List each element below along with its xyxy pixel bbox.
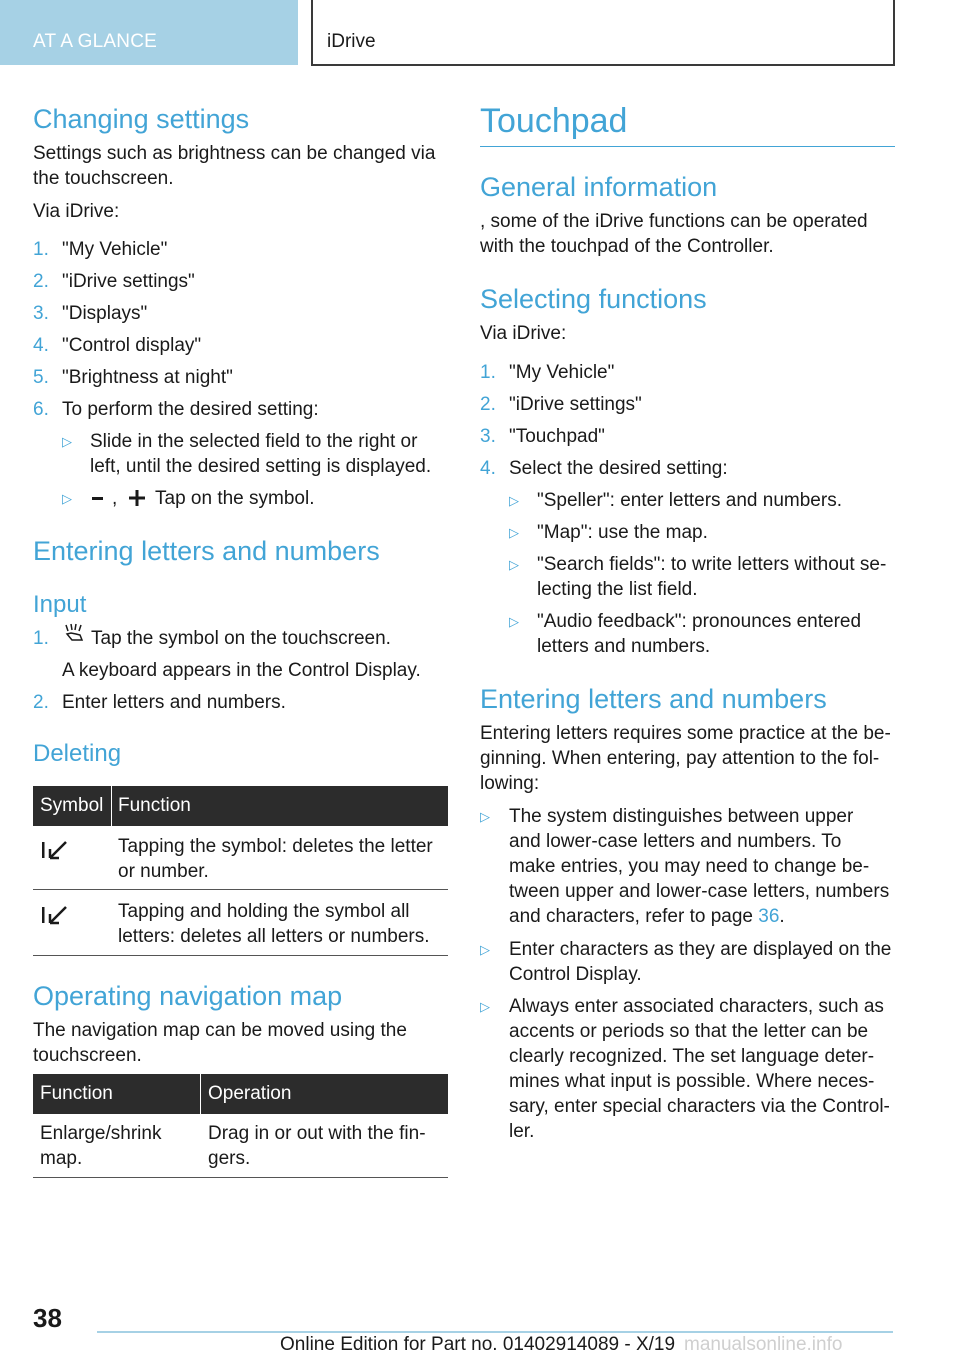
general-information-title: General information (480, 172, 718, 202)
enter-intro-line: Entering letters requires some practice at the be- (480, 723, 891, 744)
operating-nav-map-title: Operating navigation map (33, 981, 343, 1011)
keyboard-hand-icon (62, 622, 88, 644)
bullet-text: and lower-case letters and numbers. To (509, 831, 842, 852)
bullet-triangle-icon: ▷ (509, 525, 519, 540)
bullet-text: make entries, you may need to change be- (509, 856, 870, 877)
step-number: 4. (480, 458, 496, 479)
step-number: 5. (33, 367, 49, 388)
header-chapter-label: iDrive (327, 31, 376, 52)
symbol-table-header (33, 786, 448, 826)
option-text: "Speller": enter letters and numbers. (537, 490, 842, 511)
table-header-symbol: Symbol (40, 795, 104, 816)
bullet-triangle-icon: ▷ (62, 491, 72, 506)
table-cell-operation: Drag in or out with the fin- (208, 1123, 426, 1144)
table-cell-function: map. (40, 1148, 83, 1169)
nav-table-header (33, 1074, 448, 1114)
general-line2: with the touchpad of the Controller. (480, 236, 774, 257)
sub-step-text: Tap on the symbol. (155, 488, 315, 509)
edition-text: Online Edition for Part no. 01402914089 - X/19 (280, 1334, 676, 1355)
bullet-text: The system distinguishes between upper (509, 806, 854, 827)
step-number: 3. (480, 426, 496, 447)
plus-icon (128, 489, 146, 507)
enter-intro-line: ginning. When entering, pay attention to the fol- (480, 748, 880, 769)
table-cell-function: Tapping and holding the symbol all (118, 901, 410, 922)
watermark-text: manualsonline.info (684, 1334, 843, 1355)
page-reference-link[interactable]: 36 (758, 906, 780, 927)
table-header-divider (111, 786, 112, 826)
delete-letter-icon (40, 839, 70, 861)
step-text: "My Vehicle" (509, 362, 615, 383)
table-bottom-rule (33, 1177, 448, 1178)
selecting-functions-title: Selecting functions (480, 284, 707, 314)
bullet-text: mines what input is possible. Where neces- (509, 1071, 875, 1092)
input-title: Input (33, 591, 87, 618)
changing-via-idrive: Via iDrive: (33, 201, 120, 222)
step-number: 2. (33, 692, 49, 713)
step-text: A keyboard appears in the Control Display. (62, 660, 421, 681)
option-text: "Map": use the map. (537, 522, 708, 543)
table-cell-function: Enlarge/shrink (40, 1123, 162, 1144)
step-number: 1. (33, 628, 49, 649)
nav-intro-line2: touchscreen. (33, 1045, 142, 1066)
deleting-title: Deleting (33, 740, 122, 767)
sub-step-text: Slide in the selected field to the right or (90, 431, 418, 452)
step-text: "Brightness at night" (62, 367, 233, 388)
table-cell-function: letters: deletes all letters or numbers. (118, 926, 430, 947)
bullet-triangle-icon: ▷ (509, 557, 519, 572)
option-text: lecting the list field. (537, 579, 698, 600)
table-row-divider (33, 889, 448, 890)
step-text: Enter letters and numbers. (62, 692, 286, 713)
step-text: "My Vehicle" (62, 239, 168, 260)
bullet-text (509, 904, 785, 929)
step-text: Select the desired setting: (509, 458, 728, 479)
table-header-operation: Operation (208, 1083, 292, 1104)
step-number: 2. (480, 394, 496, 415)
bullet-triangle-icon: ▷ (62, 434, 72, 449)
step-text: "Touchpad" (509, 426, 605, 447)
table-cell-operation: gers. (208, 1148, 251, 1169)
step-number: 4. (33, 335, 49, 356)
enter-intro-line: lowing: (480, 773, 540, 794)
step-text: To perform the desired setting: (62, 399, 319, 420)
entering-letters-title: Entering letters and numbers (480, 684, 827, 714)
bullet-text: tween upper and lower-case letters, numbers (509, 881, 890, 902)
touchpad-title: Touchpad (480, 102, 628, 140)
page-number: 38 (33, 1303, 62, 1333)
entering-letters-title: Entering letters and numbers (33, 536, 380, 566)
minus-icon (91, 494, 105, 504)
step-text: "iDrive settings" (509, 394, 642, 415)
step-number: 1. (33, 239, 49, 260)
bullet-text: accents or periods so that the letter can be (509, 1021, 869, 1042)
bullet-triangle-icon: ▷ (509, 614, 519, 629)
bullet-text: Control Display. (509, 964, 642, 985)
bullet-triangle-icon: ▷ (480, 809, 490, 824)
table-header-function: Function (118, 795, 191, 816)
step-number: 6. (33, 399, 49, 420)
table-cell-function: or number. (118, 861, 209, 882)
table-bottom-rule (33, 955, 448, 956)
table-cell-function: Tapping the symbol: deletes the letter (118, 836, 433, 857)
bullet-text: ler. (509, 1121, 535, 1142)
bullet-text: Always enter associated characters, such as (509, 996, 884, 1017)
sub-step-text: left, until the desired setting is displayed. (90, 456, 432, 477)
option-text: "Search fields": to write letters without se- (537, 554, 887, 575)
delete-all-icon (40, 904, 70, 926)
select-via-idrive: Via iDrive: (480, 323, 567, 344)
nav-intro-line1: The navigation map can be moved using the (33, 1020, 407, 1041)
symbol-separator: , (112, 488, 118, 509)
bullet-triangle-icon: ▷ (480, 942, 490, 957)
bullet-text: clearly recognized. The set language deter- (509, 1046, 875, 1067)
table-header-function: Function (40, 1083, 113, 1104)
bullet-triangle-icon: ▷ (480, 999, 490, 1014)
general-line1: , some of the iDrive functions can be operated (480, 211, 868, 232)
header-section-tab (0, 0, 298, 65)
title-rule (480, 146, 895, 147)
step-text: "Control display" (62, 335, 202, 356)
step-number: 3. (33, 303, 49, 324)
option-text: "Audio feedback": pronounces entered (537, 611, 862, 632)
changing-settings-title: Changing settings (33, 104, 250, 134)
header-section-label: AT A GLANCE (33, 31, 157, 52)
bullet-triangle-icon: ▷ (509, 493, 519, 508)
header-chapter-box (311, 0, 895, 66)
option-text: letters and numbers. (537, 636, 711, 657)
step-text: "Displays" (62, 303, 148, 324)
table-header-divider (200, 1074, 201, 1114)
step-number: 2. (33, 271, 49, 292)
bullet-text-prefix: and characters, refer to page (509, 906, 759, 927)
bullet-text: Enter characters as they are displayed on the (509, 939, 892, 960)
changing-intro-line2: the touchscreen. (33, 168, 174, 189)
step-number: 1. (480, 362, 496, 383)
step-text: "iDrive settings" (62, 271, 195, 292)
step-text: Tap the symbol on the touchscreen. (91, 628, 391, 649)
bullet-text: sary, enter special characters via the Control- (509, 1096, 890, 1117)
footer-rule (97, 1331, 893, 1333)
bullet-text-suffix: . (779, 906, 785, 927)
changing-intro-line1: Settings such as brightness can be changed via (33, 143, 436, 164)
